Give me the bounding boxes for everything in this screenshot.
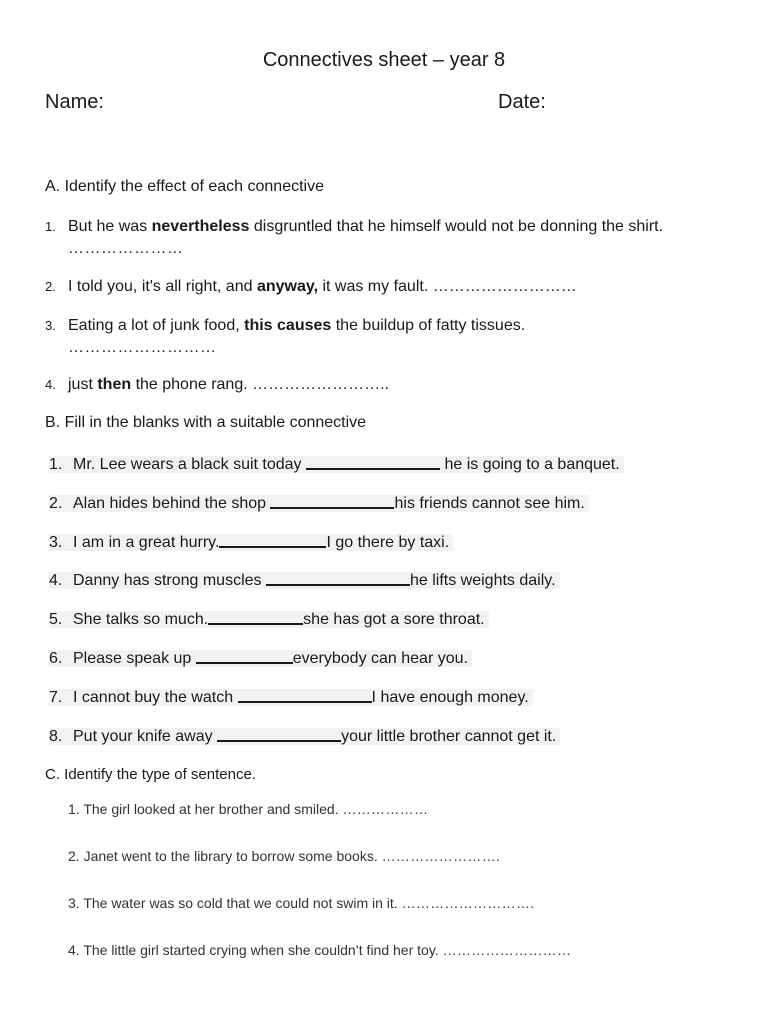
item-text: 3. The water was so cold that we could not swim in it.	[68, 895, 402, 911]
section-b-item	[49, 725, 560, 748]
section-b-item	[49, 453, 624, 476]
item-text: disgruntled that he himself would not be donning the shirt.	[249, 218, 664, 235]
item-number: 6.	[49, 650, 63, 667]
answer-dots: ……………………….	[401, 895, 535, 911]
item-text: just	[68, 376, 98, 393]
section-b-item	[49, 569, 560, 592]
item-text: the phone rang. ……………………..	[131, 376, 389, 393]
item-text: 1. The girl looked at her brother and smiled.	[68, 801, 343, 817]
blank-line	[217, 725, 341, 742]
section-b-item	[49, 686, 533, 709]
date-label: Date:	[498, 91, 546, 113]
blank-line	[238, 686, 372, 703]
section-c-item	[68, 942, 571, 958]
item-text: he lifts weights daily.	[409, 572, 556, 589]
answer-dots: …………………	[68, 240, 184, 257]
item-text: I go there by taxi.	[326, 534, 450, 551]
item-text: I have enough money.	[371, 689, 529, 706]
connective-word: nevertheless	[151, 218, 250, 235]
section-a-item	[45, 374, 745, 396]
item-number: 1.	[45, 219, 56, 234]
answer-dots: ………………………	[442, 942, 572, 958]
section-a-item	[45, 216, 745, 260]
item-number: 8.	[49, 728, 63, 745]
blank-line	[266, 569, 410, 586]
section-c-item	[68, 895, 534, 911]
section-b-heading: B. Fill in the blanks with a suitable connective	[45, 414, 367, 431]
connective-word: then	[97, 376, 132, 393]
item-text: she has got a sore throat.	[303, 611, 485, 628]
item-text: everybody can hear you.	[292, 650, 468, 667]
item-text: But he was	[68, 218, 152, 235]
item-number: 7.	[49, 689, 63, 706]
item-text: Put your knife away	[73, 728, 218, 745]
section-c-heading: C. Identify the type of sentence.	[45, 766, 256, 783]
item-text: I told you, it's all right, and	[68, 278, 257, 295]
item-number: 2.	[49, 495, 63, 512]
section-b-item	[49, 647, 472, 670]
item-text: 4. The little girl started crying when she couldn’t find her toy.	[68, 942, 443, 958]
section-b-item	[49, 531, 453, 554]
item-number: 4.	[49, 572, 63, 589]
blank-line	[219, 531, 326, 548]
section-a-item	[45, 276, 745, 298]
item-number: 2.	[45, 279, 56, 294]
item-number: 3.	[49, 534, 63, 551]
section-c-item	[68, 801, 428, 817]
item-text: Eating a lot of junk food,	[68, 317, 245, 334]
item-number: 5.	[49, 611, 63, 628]
item-text: his friends cannot see him.	[394, 495, 585, 512]
item-text: I cannot buy the watch	[73, 689, 238, 706]
item-text: Please speak up	[73, 650, 196, 667]
answer-dots: ………………	[342, 801, 429, 817]
item-number: 1.	[49, 456, 63, 473]
section-c-item	[68, 848, 500, 864]
blank-line	[270, 492, 394, 509]
section-b-item	[49, 608, 489, 631]
item-text: Danny has strong muscles	[73, 572, 266, 589]
page-title: Connectives sheet – year 8	[262, 49, 506, 71]
item-text: Alan hides behind the shop	[73, 495, 271, 512]
item-text: 2. Janet went to the library to borrow some books.	[68, 848, 382, 864]
item-number: 4.	[45, 377, 56, 392]
answer-dots: ………………………	[68, 339, 217, 356]
connective-word: this causes	[244, 317, 332, 334]
blank-line	[306, 453, 440, 470]
answer-dots: …………………….	[381, 848, 501, 864]
item-text: She talks so much.	[73, 611, 209, 628]
connective-word: anyway,	[256, 278, 319, 295]
section-b-item	[49, 492, 589, 515]
item-text: the buildup of fatty tissues.	[331, 317, 526, 334]
name-label: Name:	[45, 91, 104, 113]
section-a-item	[45, 315, 745, 359]
blank-line	[196, 647, 293, 664]
item-text: I am in a great hurry.	[73, 534, 220, 551]
item-text: he is going to a banquet.	[440, 456, 620, 473]
item-text: it was my fault. ………………………	[318, 278, 577, 295]
item-text: Mr. Lee wears a black suit today	[73, 456, 306, 473]
item-number: 3.	[45, 318, 56, 333]
item-text: your little brother cannot get it.	[341, 728, 557, 745]
blank-line	[208, 608, 303, 625]
section-a-heading: A. Identify the effect of each connective	[45, 178, 324, 195]
